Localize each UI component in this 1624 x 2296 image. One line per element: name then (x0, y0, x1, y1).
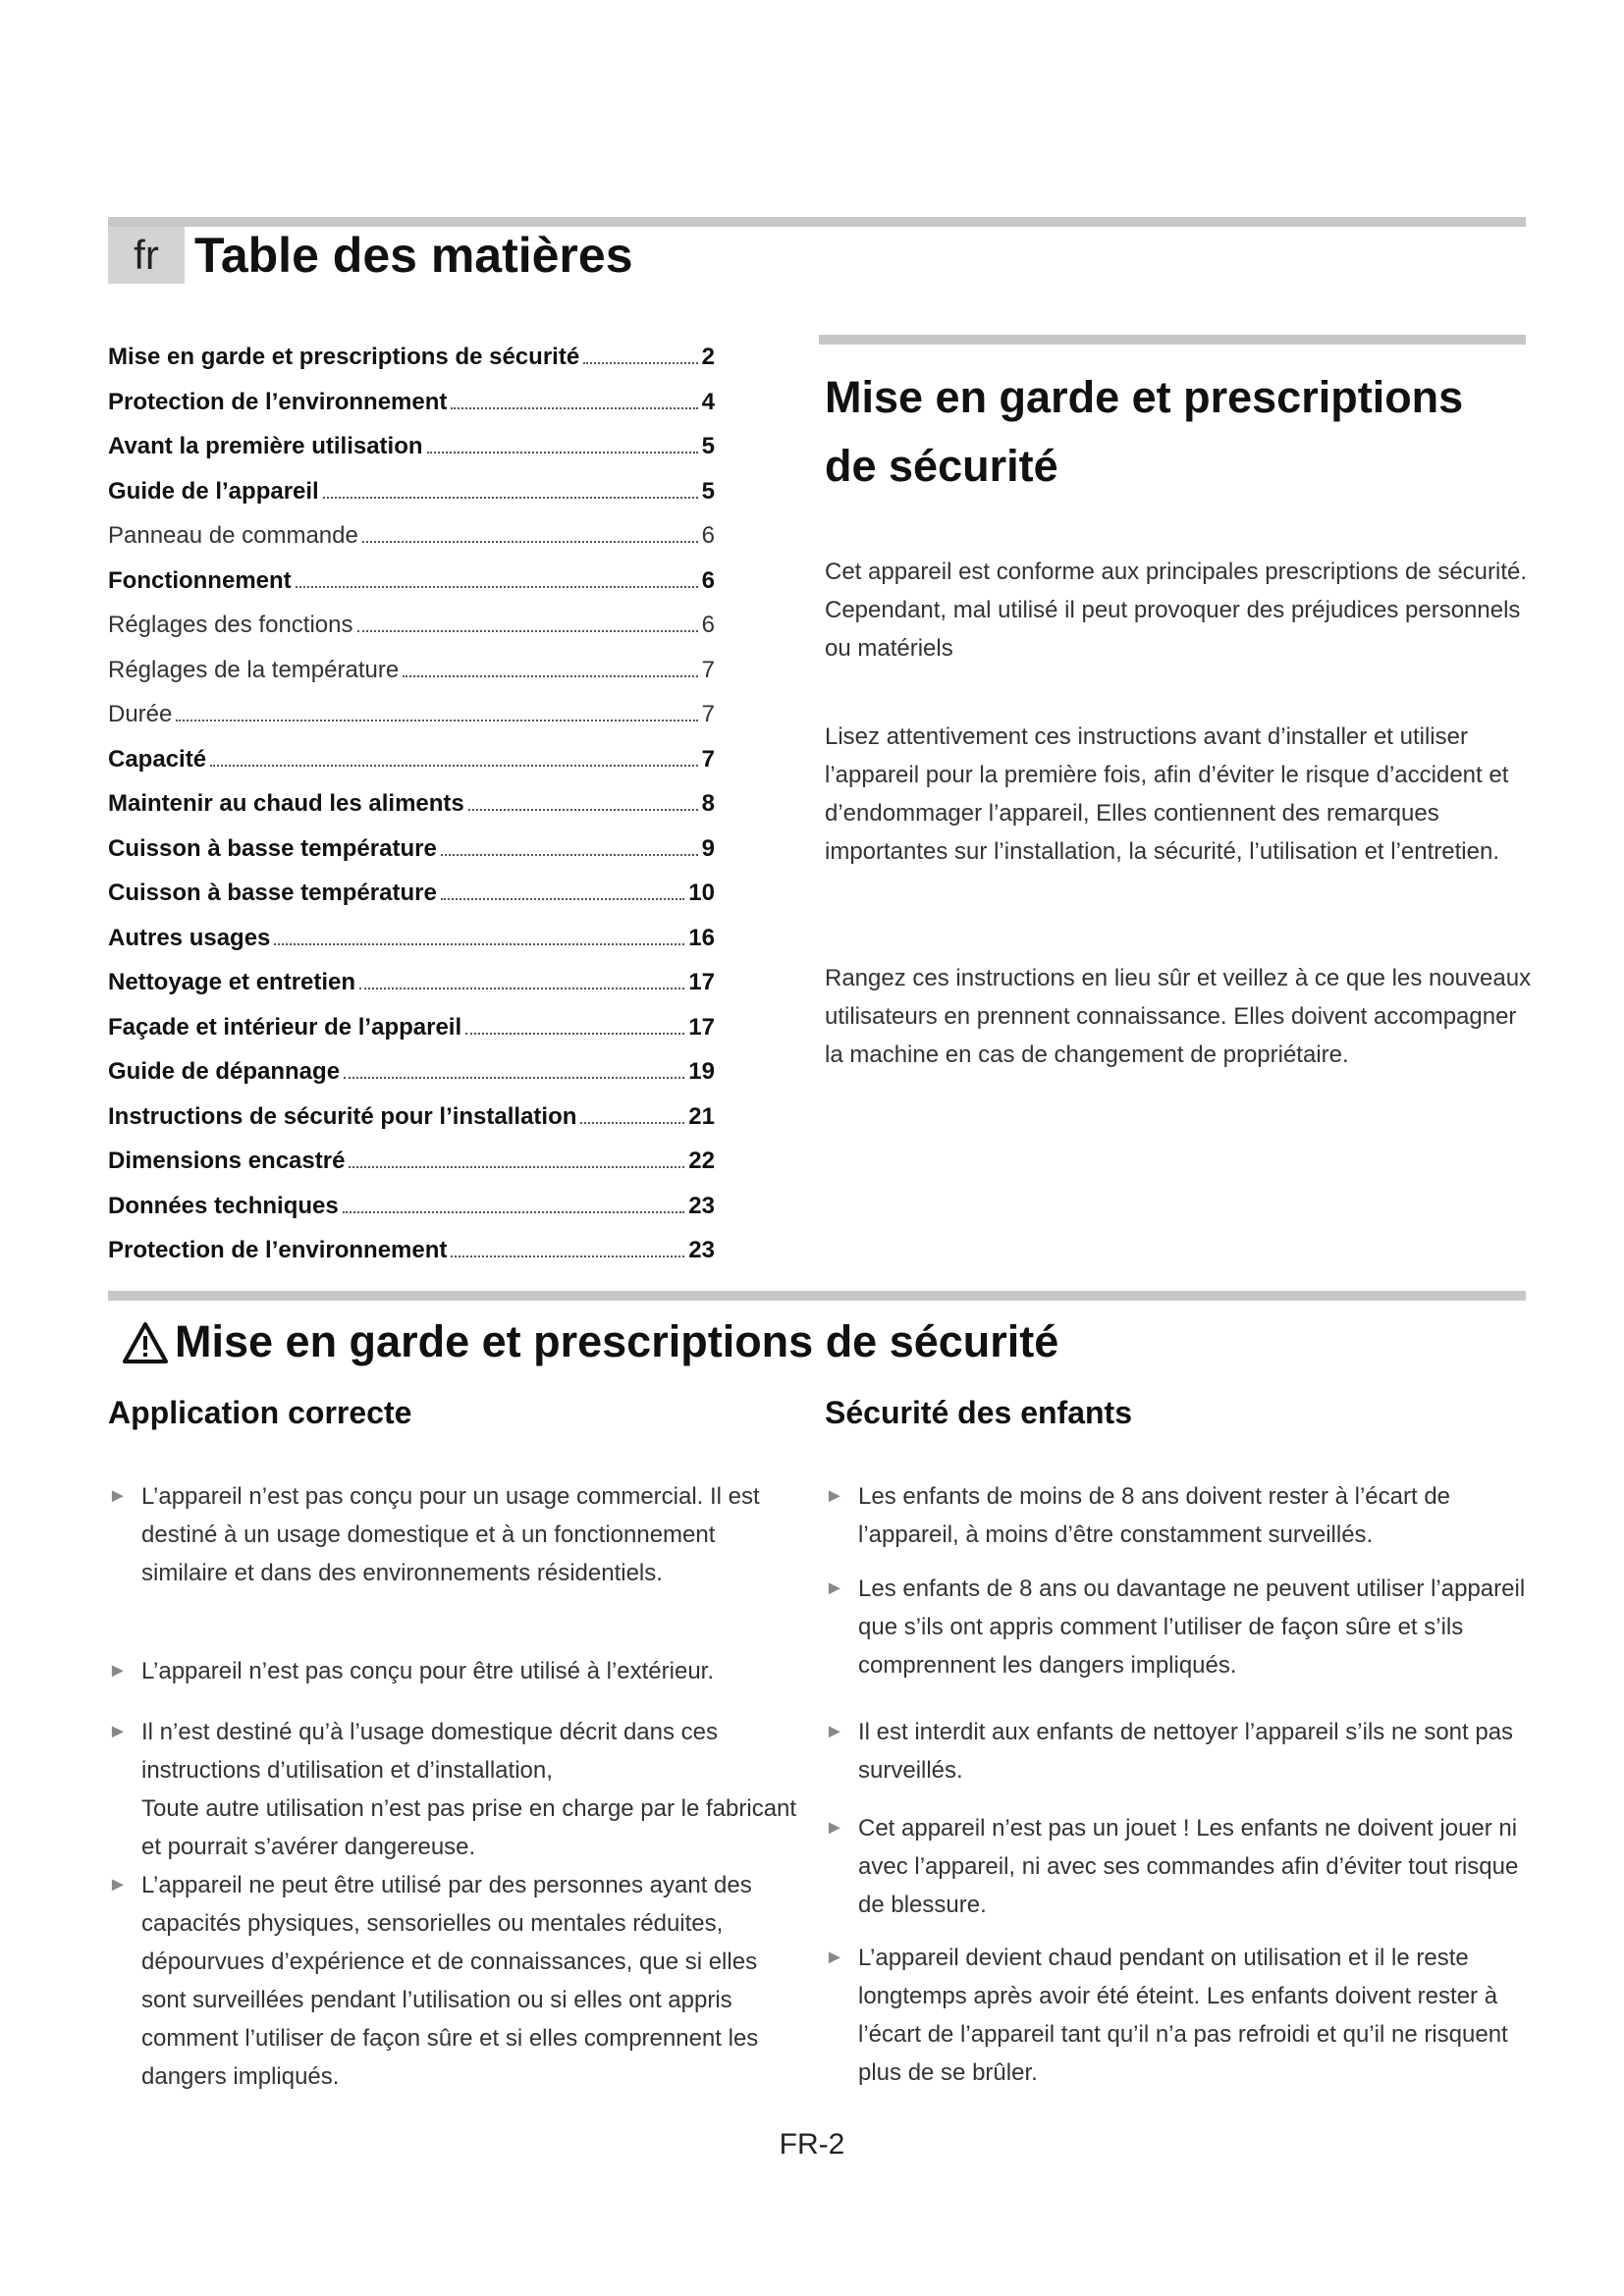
toc-label: Cuisson à basse température (108, 834, 437, 862)
toc-leader (441, 854, 698, 856)
toc-label: Façade et intérieur de l’appareil (108, 1013, 462, 1041)
toc-entry[interactable] (108, 745, 715, 790)
toc-label: Avant la première utilisation (108, 433, 423, 459)
toc-label: Instructions de sécurité pour l’installation (108, 1102, 577, 1130)
toc-page: 5 (701, 477, 715, 505)
toc-label: Cuisson à basse température (108, 880, 437, 906)
table-of-contents (108, 343, 715, 1281)
toc-entry[interactable] (108, 521, 715, 566)
intro-paragraph: Lisez attentivement ces instructions avant d’installer et utiliser l’appareil pour la première fois, afin d’éviter le risque d’accident et d’endommager l’appareil, Elles contiennent des remarques importantes sur l’installation, la sécurité, l’utilisation et l’entretien. (825, 723, 1509, 865)
toc-page: 16 (688, 924, 715, 951)
toc-page: 6 (701, 522, 715, 549)
page-title: Table des matières (194, 228, 633, 283)
list-item-text: Les enfants de moins de 8 ans doivent rester à l’écart de l’appareil, à moins d’être constamment surveillés. (858, 1483, 1451, 1548)
toc-page: 19 (688, 1058, 715, 1085)
toc-leader (427, 452, 698, 454)
toc-page: 4 (701, 388, 715, 415)
list-item (108, 1477, 805, 1592)
toc-label: Réglages des fonctions (108, 612, 353, 638)
toc-entry[interactable] (108, 566, 715, 612)
toc-label: Panneau de commande (108, 522, 358, 549)
triangle-right-icon: ► (825, 1485, 844, 1507)
toc-label: Mise en garde et prescriptions de sécurité (108, 344, 580, 370)
language-badge: fr (108, 227, 185, 284)
list-item (825, 1713, 1526, 1789)
list-item-text: L’appareil devient chaud pendant on utilisation et il le reste longtemps après avoir été éteint. Les enfants doivent rester à l’écart de l’appareil tant qu’il n’a pas refroidi et qu’il ne risquent plus de se brûler. (858, 1945, 1508, 2086)
toc-label: Autres usages (108, 924, 271, 951)
toc-leader (465, 1033, 684, 1035)
toc-page: 6 (701, 566, 715, 594)
toc-leader (583, 362, 697, 364)
toc-leader (296, 586, 698, 588)
toc-page: 17 (688, 1013, 715, 1041)
toc-page: 7 (701, 701, 715, 727)
toc-leader (357, 630, 698, 632)
triangle-right-icon: ► (825, 1577, 844, 1599)
toc-leader (441, 898, 685, 900)
toc-label: Protection de l’environnement (108, 1237, 448, 1263)
toc-entry[interactable] (108, 611, 715, 656)
triangle-right-icon: ► (825, 1817, 844, 1839)
toc-page: 23 (688, 1237, 715, 1263)
page-number: FR-2 (779, 2128, 845, 2161)
list-item (825, 1939, 1526, 2092)
toc-entry[interactable] (108, 432, 715, 477)
toc-label: Réglages de la température (108, 656, 400, 683)
list-item-text: L’appareil n’est pas conçu pour être utilisé à l’extérieur. (141, 1658, 715, 1684)
list-item-text: Il est interdit aux enfants de nettoyer l’appareil s’ils ne sont pas surveillés. (858, 1719, 1514, 1784)
list-item-text: L’appareil ne peut être utilisé par des personnes ayant des capacités physiques, sensorielles ou mentales réduites, dépourvues d’expérience et de connaissances, que si elles sont surveillées pendant l’utilisation ou si elles ont appris comment l’utiliser de façon sûre et si elles comprennent les dangers impliqués. (141, 1872, 759, 2090)
toc-page: 9 (701, 834, 715, 862)
toc-leader (343, 1211, 685, 1213)
list-item (108, 1713, 805, 1789)
toc-entry[interactable] (108, 834, 715, 880)
toc-label: Guide de dépannage (108, 1058, 341, 1085)
toc-leader (362, 541, 698, 543)
toc-entry[interactable] (108, 343, 715, 388)
toc-page: 21 (688, 1102, 715, 1130)
toc-entry[interactable] (108, 1013, 715, 1058)
toc-leader (344, 1077, 684, 1079)
toc-label: Maintenir au chaud les aliments (108, 790, 464, 817)
toc-entry[interactable] (108, 1147, 715, 1192)
toc-page: 22 (688, 1148, 715, 1174)
toc-leader (403, 675, 697, 677)
warning-triangle-icon (122, 1321, 169, 1364)
toc-leader (468, 809, 698, 811)
toc-page: 7 (701, 656, 715, 683)
triangle-right-icon: ► (108, 1660, 128, 1682)
toc-entry[interactable] (108, 477, 715, 522)
section-title: Mise en garde et prescriptions de sécurité (175, 1316, 1059, 1366)
toc-label: Guide de l’appareil (108, 477, 319, 505)
list-item (825, 1477, 1526, 1554)
toc-label: Données techniques (108, 1192, 339, 1219)
toc-page: 2 (701, 344, 715, 370)
triangle-right-icon: ► (108, 1485, 128, 1507)
toc-label: Durée (108, 701, 173, 727)
toc-label: Capacité (108, 745, 207, 773)
toc-page: 7 (701, 745, 715, 773)
toc-entry[interactable] (108, 700, 715, 745)
toc-leader (274, 943, 684, 945)
list-item-text: Il n’est destiné qu’à l’usage domestique décrit dans ces instructions d’utilisation et d’installation, (141, 1719, 719, 1784)
list-item (825, 1809, 1526, 1924)
toc-leader (210, 765, 698, 767)
list-item-text: Les enfants de 8 ans ou davantage ne peuvent utiliser l’appareil que s’ils ont appris comment l’utiliser de façon sûre et s’ils comprennent les dangers impliqués. (858, 1575, 1526, 1679)
intro-title: Mise en garde et prescriptions de sécurité (825, 372, 1464, 491)
toc-label: Protection de l’environnement (108, 388, 448, 415)
toc-page: 23 (688, 1192, 715, 1219)
toc-leader (451, 407, 697, 409)
toc-entry[interactable] (108, 924, 715, 969)
subsection-title-children: Sécurité des enfants (825, 1395, 1132, 1430)
toc-page: 5 (701, 433, 715, 459)
toc-label: Fonctionnement (108, 566, 292, 594)
toc-page: 8 (701, 790, 715, 817)
toc-leader (323, 497, 698, 499)
toc-entry[interactable] (108, 388, 715, 433)
toc-page: 10 (688, 880, 715, 906)
subsection-title-application: Application correcte (108, 1395, 412, 1430)
triangle-right-icon: ► (108, 1721, 128, 1742)
toc-entry[interactable] (108, 789, 715, 834)
toc-page: 17 (688, 969, 715, 995)
toc-entry[interactable] (108, 1236, 715, 1281)
intro-paragraph: Cet appareil est conforme aux principales prescriptions de sécurité. Cependant, mal utilisé il peut provoquer des préjudices personnels ou matériels (825, 559, 1528, 662)
toc-leader (580, 1122, 684, 1124)
toc-leader (451, 1255, 684, 1257)
toc-label: Nettoyage et entretien (108, 969, 356, 995)
toc-page: 6 (701, 612, 715, 638)
triangle-right-icon: ► (825, 1721, 844, 1742)
toc-leader (176, 720, 697, 721)
list-item (108, 1652, 805, 1690)
list-item-continuation: Toute autre utilisation n’est pas prise en charge par le fabricant et pourrait s’avérer dangereuse. (141, 1795, 797, 1860)
toc-leader (359, 988, 684, 989)
triangle-right-icon: ► (108, 1874, 128, 1896)
toc-entry[interactable] (108, 1192, 715, 1237)
toc-entry[interactable] (108, 1057, 715, 1102)
list-item-text: L’appareil n’est pas conçu pour un usage commercial. Il est destiné à un usage domestique et à un fonctionnement similaire et dans des environnements résidentiels. (141, 1483, 760, 1586)
intro-rule (819, 335, 1526, 345)
toc-entry[interactable] (108, 656, 715, 701)
triangle-right-icon: ► (825, 1947, 844, 1968)
intro-paragraph: Rangez ces instructions en lieu sûr et veillez à ce que les nouveaux utilisateurs en prennent connaissance. Elles doivent accompagner la machine en cas de changement de propriétaire. (825, 965, 1532, 1068)
toc-entry[interactable] (108, 879, 715, 924)
list-item (108, 1866, 805, 2096)
section-rule (108, 1291, 1526, 1301)
toc-entry[interactable] (108, 1102, 715, 1148)
toc-leader (349, 1166, 684, 1168)
list-item (825, 1570, 1526, 1684)
list-item-text: Cet appareil n’est pas un jouet ! Les enfants ne doivent jouer ni avec l’appareil, ni avec ses commandes afin d’éviter tout risque de blessure. (858, 1815, 1519, 1918)
toc-entry[interactable] (108, 968, 715, 1013)
toc-label: Dimensions encastré (108, 1148, 346, 1174)
